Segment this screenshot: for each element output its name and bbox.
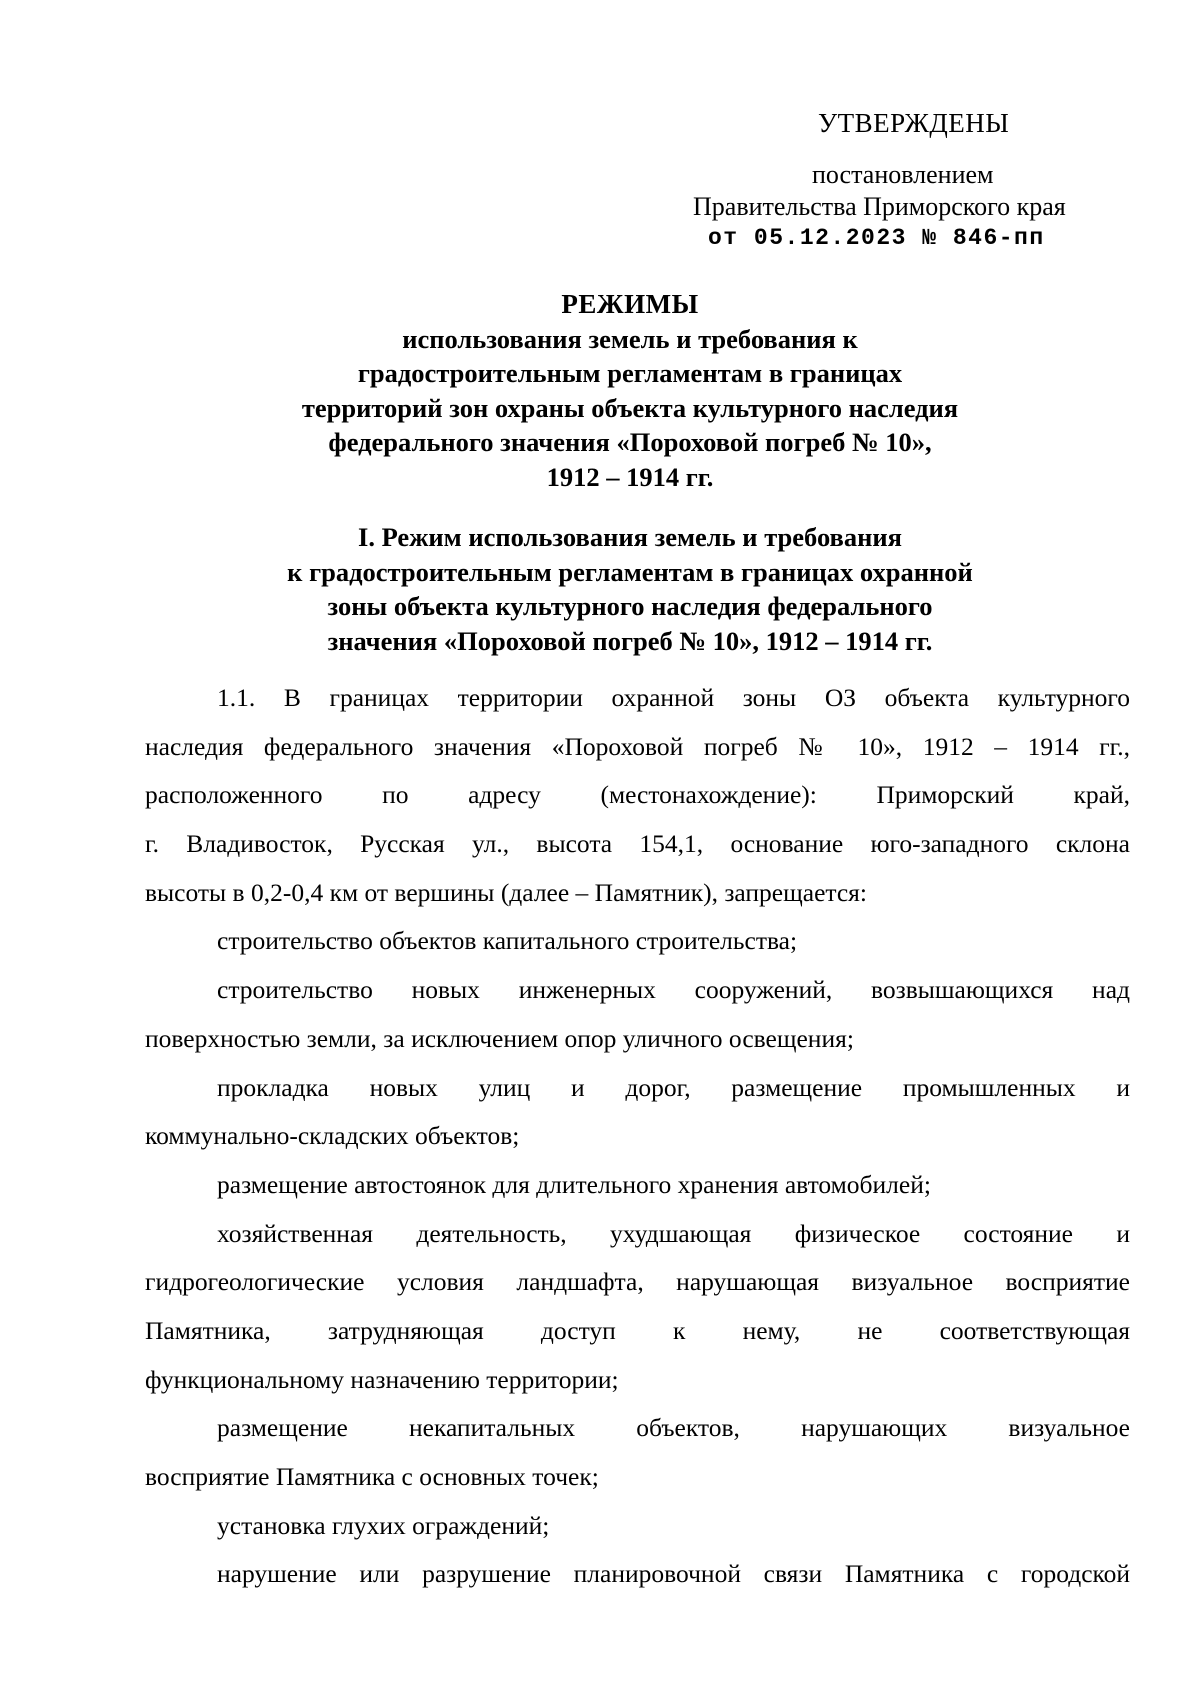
approval-title: УТВЕРЖДЕНЫ <box>818 108 1010 138</box>
paragraph-line: функциональному назначению территории; <box>145 1364 619 1394</box>
document-title-line: территорий зон охраны объекта культурного наследия <box>301 392 959 423</box>
section-title-line: зоны объекта культурного наследия федерального <box>327 591 933 621</box>
paragraph-line: расположенного по адресу (местонахождение): Приморский край, <box>145 780 1130 810</box>
paragraph-line: нарушение или разрушение планировочной связи Памятника с городской <box>217 1559 1130 1589</box>
paragraph-line: коммунально-складских объектов; <box>145 1121 520 1151</box>
paragraph-line: размещение автостоянок для длительного хранения автомобилей; <box>217 1169 931 1199</box>
document-title-line: градостроительным регламентам в границах <box>357 358 903 388</box>
paragraph-line: наследия федерального значения «Пороховой погреб № 10», 1912 – 1914 гг., <box>145 731 1130 761</box>
paragraph-line: гидрогеологические условия ландшафта, нарушающая визуальное восприятие <box>145 1267 1130 1297</box>
section-title-line: значения «Пороховой погреб № 10», 1912 – 1914 гг. <box>327 625 933 656</box>
paragraph-line: восприятие Памятника с основных точек; <box>145 1462 599 1491</box>
document-title-line: 1912 – 1914 гг. <box>546 461 714 492</box>
paragraph-line: строительство объектов капитального строительства; <box>217 926 798 956</box>
paragraph-line: г. Владивосток, Русская ул., высота 154,1, основание юго-западного склона <box>145 829 1130 859</box>
document-title-line: федерального значения «Пороховой погреб № 10», <box>328 427 932 457</box>
paragraph-line: установка глухих ограждений; <box>217 1510 550 1540</box>
paragraph-line: поверхностью земли, за исключением опор уличного освещения; <box>145 1023 854 1053</box>
document-title-main: РЕЖИМЫ <box>561 289 699 319</box>
paragraph-line: строительство новых инженерных сооружений, возвышающихся над <box>217 975 1130 1005</box>
section-title-line: к градостроительным регламентам в границах охранной <box>287 556 973 587</box>
paragraph-line: размещение некапитальных объектов, нарушающих визуальное <box>217 1413 1130 1443</box>
paragraph-line: прокладка новых улиц и дорог, размещение промышленных и <box>217 1072 1130 1102</box>
section-title <box>130 520 1130 658</box>
section-title-line: I. Режим использования земель и требования <box>358 522 902 552</box>
approval-authority: Правительства Приморского края <box>693 192 1066 221</box>
paragraph-line: 1.1. В границах территории охранной зоны ОЗ объекта культурного <box>217 683 1130 712</box>
document-title <box>130 287 1130 494</box>
approval-resolution-label: постановлением <box>812 160 994 189</box>
document-title-line: использования земель и требования к <box>402 323 858 354</box>
paragraph-line: хозяйственная деятельность, ухудшающая физическое состояние и <box>217 1218 1130 1248</box>
body-text <box>145 674 1130 1599</box>
approval-date-number: от 05.12.2023 № 846-пп <box>708 225 1045 251</box>
paragraph-line: Памятника, затрудняющая доступ к нему, не соответствующая <box>145 1315 1130 1345</box>
paragraph-line: высоты в 0,2-0,4 км от вершины (далее – Памятник), запрещается: <box>145 877 867 907</box>
